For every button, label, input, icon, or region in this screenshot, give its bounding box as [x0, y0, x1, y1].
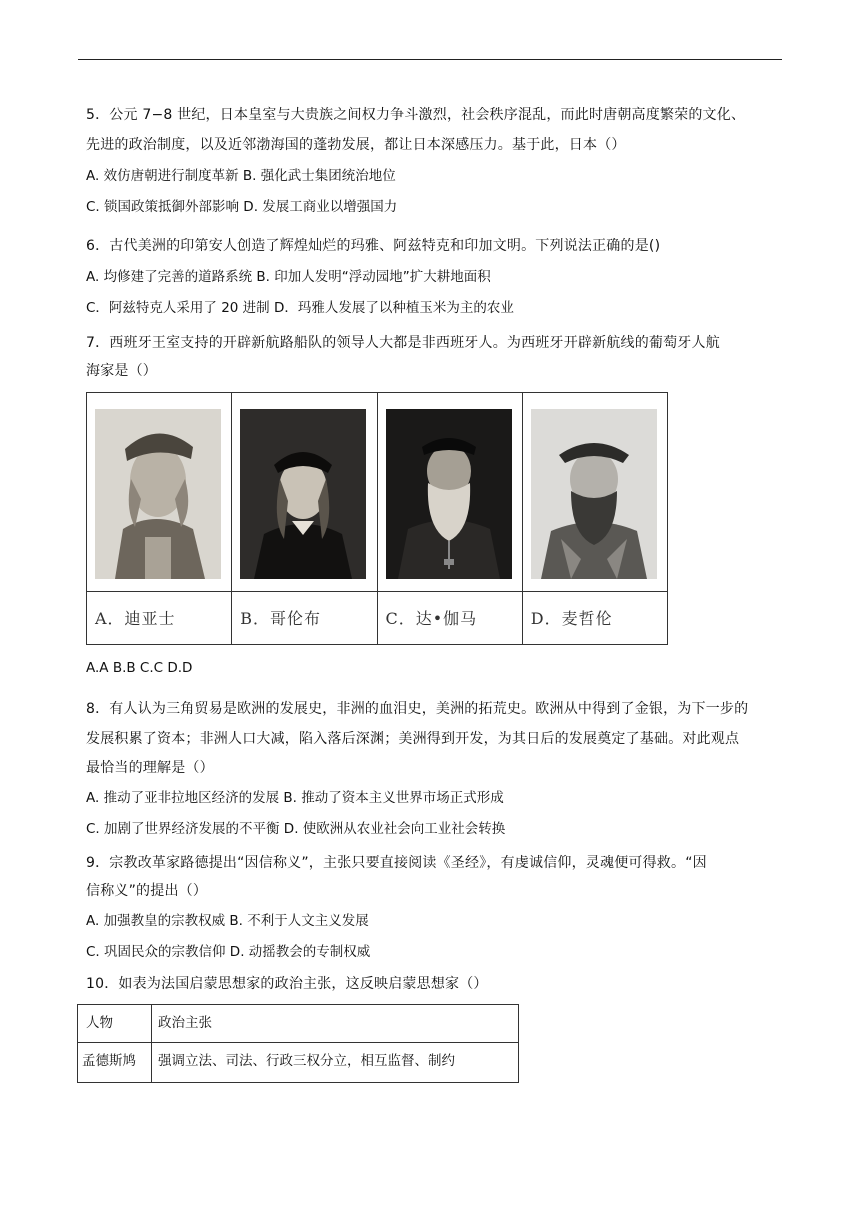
q8-options-cd: C. 加剧了世界经济发展的不平衡 D. 使欧洲从农业社会向工业社会转换 [86, 821, 506, 837]
q8-stem-line2: 发展积累了资本；非洲人口大减，陷入落后深渊；美洲得到开发，为其日后的发展奠定了基础。对此观点 [86, 731, 740, 747]
portrait-cell-a [87, 393, 232, 644]
q7-options: A.A B.B C.C D.D [86, 660, 193, 676]
q10-table [77, 1004, 519, 1083]
portrait-cell-c [378, 393, 523, 644]
portrait-columbus-image [240, 409, 366, 579]
q6-options-cd: C．阿兹特克人采用了 20 进制 D．玛雅人发展了以种植玉米为主的农业 [86, 300, 514, 316]
caption-c-cell [378, 591, 522, 644]
q6-stem-line1: 6．古代美洲的印第安人创造了辉煌灿烂的玛雅、阿兹特克和印加文明。下列说法正确的是() [86, 238, 661, 254]
q9-options-cd: C. 巩固民众的宗教信仰 D. 动摇教会的专制权威 [86, 944, 371, 960]
q7-stem-line1: 7．西班牙王室支持的开辟新航路船队的领导人大都是非西班牙人。为西班牙开辟新航线的葡萄牙人航 [86, 335, 720, 351]
q10-row1-person: 孟德斯鸠 [82, 1053, 136, 1069]
portrait-cell-d [523, 393, 667, 644]
q8-options-ab: A. 推动了亚非拉地区经济的发展 B. 推动了资本主义世界市场正式形成 [86, 790, 504, 806]
caption-d-cell [523, 591, 667, 644]
q9-stem-line1: 9．宗教改革家路德提出“因信称义”，主张只要直接阅读《圣经》，有虔诚信仰，灵魂便可得救。“因 [86, 855, 707, 871]
portrait-gama-image [386, 409, 512, 579]
q9-options-ab: A. 加强教皇的宗教权威 B. 不利于人文主义发展 [86, 913, 369, 929]
q10-stem-line1: 10．如表为法国启蒙思想家的政治主张，这反映启蒙思想家（） [86, 976, 488, 992]
q10-row1-claim: 强调立法、司法、行政三权分立，相互监督、制约 [158, 1053, 455, 1069]
caption-a-cell [87, 591, 231, 644]
portrait-cell-b [232, 393, 377, 644]
caption-a: A．迪亚士 [95, 609, 176, 628]
q10-table-header-row [78, 1005, 518, 1043]
q8-stem-line1: 8．有人认为三角贸易是欧洲的发展史，非洲的血泪史，美洲的拓荒史。欧洲从中得到了金银，为下一步的 [86, 701, 749, 717]
portrait-table [86, 392, 668, 645]
q5-options-cd: C. 锁国政策抵御外部影响 D. 发展工商业以增强国力 [86, 199, 398, 215]
q7-stem-line2: 海家是（） [86, 363, 157, 379]
caption-b: B．哥伦布 [240, 609, 322, 628]
q8-stem-line3: 最恰当的理解是（） [86, 760, 214, 776]
header-rule [78, 59, 782, 60]
q6-options-ab: A. 均修建了完善的道路系统 B. 印加人发明“浮动园地”扩大耕地面积 [86, 269, 491, 285]
q5-stem-line1: 5．公元 7−8 世纪，日本皇室与大贵族之间权力争斗激烈，社会秩序混乱，而此时唐朝高度繁荣的文化、 [86, 107, 746, 123]
q9-stem-line2: 信称义”的提出（） [86, 883, 208, 899]
q10-header-claim: 政治主张 [158, 1015, 212, 1031]
caption-d: D．麦哲伦 [530, 609, 613, 628]
q5-stem-line2: 先进的政治制度，以及近邻渤海国的蓬勃发展，都让日本深感压力。基于此，日本（） [86, 137, 626, 153]
portrait-magellan-image [531, 409, 657, 579]
q10-table-col-divider [151, 1005, 152, 1082]
portrait-dias-image [95, 409, 221, 579]
q5-options-ab: A. 效仿唐朝进行制度革新 B. 强化武士集团统治地位 [86, 168, 396, 184]
q10-header-person: 人物 [86, 1015, 113, 1031]
caption-b-cell [232, 591, 376, 644]
caption-c: C．达•伽马 [385, 609, 478, 628]
